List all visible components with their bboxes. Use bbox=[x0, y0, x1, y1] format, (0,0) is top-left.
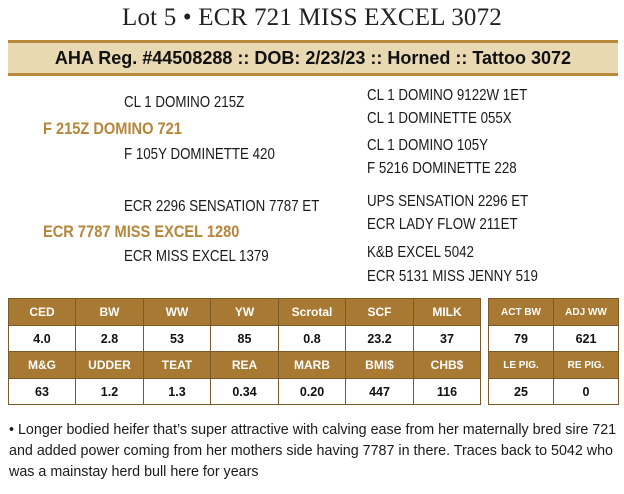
actuals-value-adj-ww: 621 bbox=[554, 326, 619, 352]
epd-value-chb: 116 bbox=[414, 379, 481, 405]
actuals-value-act-bw: 79 bbox=[489, 326, 554, 352]
epd-value-scf: 23.2 bbox=[346, 326, 414, 352]
epd-header-bmi: BMI$ bbox=[346, 352, 414, 379]
dam-sire: ECR 2296 SENSATION 7787 ET bbox=[124, 198, 320, 215]
dam: ECR 7787 MISS EXCEL 1280 bbox=[43, 222, 240, 241]
epd-value-mg: 63 bbox=[9, 379, 76, 405]
epd-header-teat: TEAT bbox=[144, 352, 211, 379]
actuals-table bbox=[488, 298, 619, 405]
actuals-header-le-pig: LE PIG. bbox=[489, 352, 554, 379]
epd-header-bw: BW bbox=[76, 299, 144, 326]
epd-value-scrotal: 0.8 bbox=[279, 326, 346, 352]
epd-header-yw: YW bbox=[211, 299, 279, 326]
epd-header-mg: M&G bbox=[9, 352, 76, 379]
epd-value-udder: 1.2 bbox=[76, 379, 144, 405]
epd-header-row-1 bbox=[9, 299, 481, 326]
epd-value-marb: 0.20 bbox=[279, 379, 346, 405]
actuals-value-re-pig: 0 bbox=[554, 379, 619, 405]
actuals-header-row-1 bbox=[489, 299, 619, 326]
actuals-header-row-2 bbox=[489, 352, 619, 379]
epd-header-scf: SCF bbox=[346, 299, 414, 326]
dam-sire-dam: ECR LADY FLOW 211ET bbox=[367, 216, 518, 233]
remarks-text: • Longer bodied heifer that’s super attractive with calving ease from her maternally bred sire 721 and added power coming from her mothers side having 7787 in there. Traces back to 5042 who was a mainstay herd bull here for years bbox=[9, 422, 617, 480]
epd-header-marb: MARB bbox=[279, 352, 346, 379]
epd-header-ced: CED bbox=[9, 299, 76, 326]
epd-value-bmi: 447 bbox=[346, 379, 414, 405]
epd-value-rea: 0.34 bbox=[211, 379, 279, 405]
epd-header-udder: UDDER bbox=[76, 352, 144, 379]
sire-dam-dam: F 5216 DOMINETTE 228 bbox=[367, 160, 517, 177]
actuals-header-re-pig: RE PIG. bbox=[554, 352, 619, 379]
epd-value-ww: 53 bbox=[144, 326, 211, 352]
epd-value-teat: 1.3 bbox=[144, 379, 211, 405]
epd-value-yw: 85 bbox=[211, 326, 279, 352]
actuals-value-row-2 bbox=[489, 379, 619, 405]
dam-dam-sire: K&B EXCEL 5042 bbox=[367, 244, 474, 261]
epd-header-chb: CHB$ bbox=[414, 352, 481, 379]
registration-bar: AHA Reg. #44508288 :: DOB: 2/23/23 :: Horned :: Tattoo 3072 bbox=[8, 40, 618, 76]
dam-dam: ECR MISS EXCEL 1379 bbox=[124, 248, 269, 265]
actuals-header-adj-ww: ADJ WW bbox=[554, 299, 619, 326]
sire-sire: CL 1 DOMINO 215Z bbox=[124, 94, 245, 111]
sire-sire-sire: CL 1 DOMINO 9122W 1ET bbox=[367, 87, 528, 104]
sire-dam-sire: CL 1 DOMINO 105Y bbox=[367, 137, 489, 154]
epd-header-scrotal: Scrotal bbox=[279, 299, 346, 326]
epd-header-milk: MILK bbox=[414, 299, 481, 326]
epd-header-ww: WW bbox=[144, 299, 211, 326]
epd-value-bw: 2.8 bbox=[76, 326, 144, 352]
sire: F 215Z DOMINO 721 bbox=[43, 119, 182, 138]
lot-title: Lot 5 • ECR 721 MISS EXCEL 3072 bbox=[121, 4, 503, 31]
epd-value-row-1 bbox=[9, 326, 481, 352]
actuals-header-act-bw: ACT BW bbox=[489, 299, 554, 326]
actuals-value-row-1 bbox=[489, 326, 619, 352]
epd-value-ced: 4.0 bbox=[9, 326, 76, 352]
sire-sire-dam: CL 1 DOMINETTE 055X bbox=[367, 110, 512, 127]
epd-value-milk: 37 bbox=[414, 326, 481, 352]
epd-value-row-2 bbox=[9, 379, 481, 405]
dam-dam-dam: ECR 5131 MISS JENNY 519 bbox=[367, 268, 538, 285]
epd-table bbox=[8, 298, 481, 405]
epd-header-rea: REA bbox=[211, 352, 279, 379]
sire-dam: F 105Y DOMINETTE 420 bbox=[124, 146, 275, 163]
dam-sire-sire: UPS SENSATION 2296 ET bbox=[367, 193, 529, 210]
actuals-value-le-pig: 25 bbox=[489, 379, 554, 405]
epd-header-row-2 bbox=[9, 352, 481, 379]
